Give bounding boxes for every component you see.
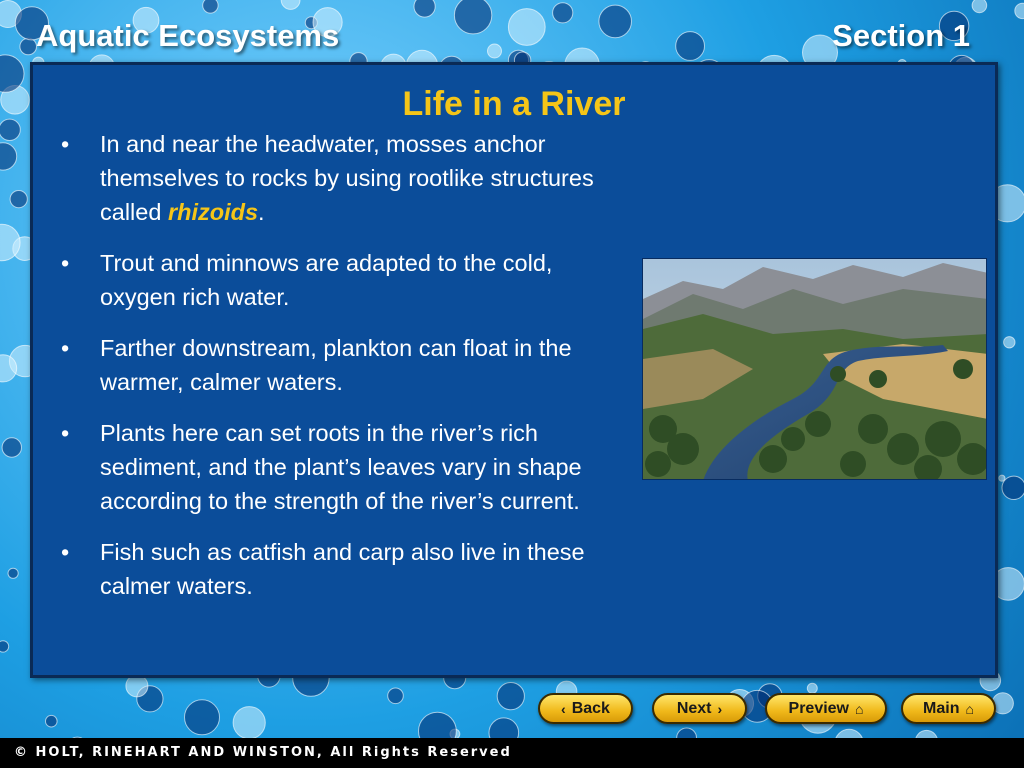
bubble [972,0,987,13]
bullet-text: Fish such as catfish and carp also live in these calmer waters. [100,539,585,599]
chevron-right-icon: › [717,700,723,717]
slide-title: Life in a River [402,85,626,123]
bubble [599,5,632,38]
back-button[interactable] [538,693,633,724]
preview-button[interactable] [765,693,887,724]
bullet-text: Trout and minnows are adapted to the cold, oxygen rich water. [100,250,553,310]
next-button[interactable] [652,693,747,724]
home-icon: ⌂ [965,700,974,717]
bubble [0,119,20,140]
bubble [676,32,705,61]
bubble [0,641,9,652]
bubble [0,143,17,170]
bubble [999,475,1005,481]
bullet-text-end: . [258,199,265,225]
bullet-list [61,127,631,620]
bullet-text: In and near the headwater, mosses anchor themselves to rocks by using rootlike structures called [100,131,594,225]
bubble [2,438,21,457]
bullet-item [61,246,631,314]
river-landscape-image [643,259,987,480]
bubble [281,0,300,9]
bullet-text: Plants here can set roots in the river’s rich sediment, and the plant’s leaves vary in shape according to the strength of the river’s current. [100,420,582,514]
bubble [553,3,573,23]
next-button-label: Next [676,699,712,717]
chevron-left-icon: ‹ [561,700,566,717]
main-button-label: Main [923,699,960,717]
home-icon: ⌂ [855,700,864,717]
navigation-bar [0,693,1024,725]
back-button-label: Back [571,699,610,717]
bubble [8,568,18,578]
bubble [414,0,435,17]
content-panel [30,62,998,678]
bubble [10,191,27,208]
bullet-marker: • [61,335,70,361]
key-term: rhizoids [167,199,259,225]
bubble [807,683,817,693]
bubble [1002,476,1024,499]
bullet-text: Farther downstream, plankton can float in the warmer, calmer waters. [100,335,572,395]
bubble [508,9,545,46]
bullet-item [61,331,631,399]
section-label: Section 1 [832,18,970,53]
bubble [454,0,491,34]
bullet-marker: • [61,250,70,276]
bubble [20,38,37,55]
bullet-marker: • [61,131,70,157]
main-button[interactable] [901,693,996,724]
bubble [488,44,502,58]
chapter-title: Aquatic Ecosystems [36,18,340,53]
river-photo [642,258,987,480]
bullet-marker: • [61,539,70,565]
bubble [203,0,218,13]
preview-button-label: Preview [788,699,849,717]
bubble [1004,337,1015,348]
bullet-marker: • [61,420,70,446]
bubble [1015,3,1024,18]
bullet-item [61,127,631,229]
bullet-item [61,535,631,603]
copyright-footer: © HOLT, RINEHART AND WINSTON, All Rights Reserved [0,738,1024,768]
bullet-item [61,416,631,518]
